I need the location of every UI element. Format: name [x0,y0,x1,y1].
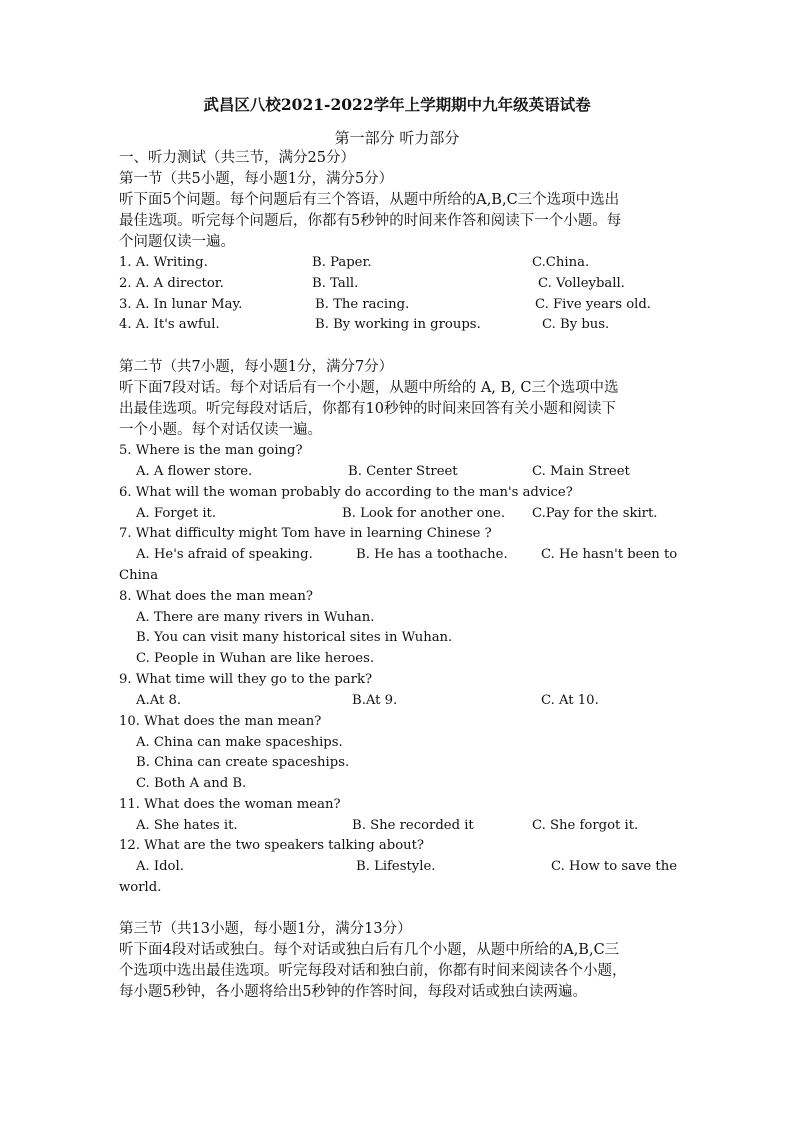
q2-option-b: B. Tall. [312,276,359,291]
q5-option-b: B. Center Street [348,464,458,479]
s2-header: 第二节（共7小题，每小题1分，满分7分） [119,359,394,375]
q1-option-b: B. Paper. [312,255,372,270]
q4-option-c: C. By bus. [542,317,610,332]
q3-option-b: B. The racing. [315,297,410,312]
q9-option-c: C. At 10. [541,693,599,708]
q3-option-c: C. Five years old. [535,297,651,312]
q8-option-b: B. You can visit many historical sites in Wuhan. [136,630,453,645]
q4-option-b: B. By working in groups. [315,317,481,332]
s3-instr-2: 个选项中选出最佳选项。听完每段对话和独白前，你都有时间来阅读各个小题， [119,963,627,979]
part-title: 第一部分 听力部分 [334,129,460,147]
q10-option-c: C. Both A and B. [136,776,247,791]
q11-option-b: B. She recorded it [352,818,474,833]
q10-option-a: A. China can make spaceships. [136,735,343,750]
q12-option-a: A. Idol. [136,859,184,874]
section-header: 一、听力测试（共三节，满分25分） [119,150,355,166]
q2-option-a: 2. A. A director. [119,276,224,291]
q6-option-b: B. Look for another one. [342,506,506,521]
q12-option-c-continued: world. [119,880,162,895]
q10-option-b: B. China can create spaceships. [136,755,350,770]
q11-option-a: A. She hates it. [136,818,238,833]
q6-stem: 6. What will the woman probably do according to the man's advice? [119,485,573,500]
q7-option-c-continued: China [119,568,159,583]
q3-option-a: 3. A. In lunar May. [119,297,243,312]
s1-instr-2: 最佳选项。听完每个问题后，你都有5秒钟的时间来作答和阅读下一个小题。每 [119,213,622,229]
s1-instr-1: 听下面5个问题。每个问题后有三个答语，从题中所给的A,B,C三个选项中选出 [119,192,620,208]
q12-stem: 12. What are the two speakers talking about? [119,838,424,853]
q5-stem: 5. Where is the man going? [119,443,303,458]
q5-option-c: C. Main Street [532,464,630,479]
q5-option-a: A. A flower store. [136,464,253,479]
q12-option-b: B. Lifestyle. [356,859,436,874]
q2-option-c: C. Volleyball. [538,276,625,291]
q4-option-a: 4. A. It's awful. [119,317,220,332]
q9-option-b: B.At 9. [352,693,398,708]
q1-option-a: 1. A. Writing. [119,255,208,270]
q7-option-c: C. He hasn't been to [541,547,678,562]
q6-option-c: C.Pay for the skirt. [532,506,658,521]
q11-stem: 11. What does the woman mean? [119,797,341,812]
exam-title: 武昌区八校2021-2022学年上学期期中九年级英语试卷 [203,95,591,114]
s3-instr-1: 听下面4段对话或独白。每个对话或独白后有几个小题，从题中所给的A,B,C三 [119,942,620,958]
q10-stem: 10. What does the man mean? [119,714,322,729]
q9-stem: 9. What time will they go to the park? [119,672,373,687]
s2-instr-2: 出最佳选项。听完每段对话后，你都有10秒钟的时间来回答有关小题和阅读下 [119,401,616,417]
q7-stem: 7. What difficulty might Tom have in learning Chinese ? [119,526,492,541]
q6-option-a: A. Forget it. [136,506,217,521]
q7-option-a: A. He's afraid of speaking. [136,547,313,562]
q7-option-b: B. He has a toothache. [356,547,508,562]
q8-option-a: A. There are many rivers in Wuhan. [136,610,375,625]
s3-header: 第三节（共13小题，每小题1分，满分13分） [119,921,412,937]
q1-option-c: C.China. [532,255,590,270]
s1-header: 第一节（共5小题，每小题1分，满分5分） [119,171,394,187]
s3-instr-3: 每小题5秒钟，各小题将给出5秒钟的作答时间，每段对话或独白读两遍。 [119,984,587,1000]
s2-instr-1: 听下面7段对话。每个对话后有一个小题，从题中所给的 A, B, C三个选项中选 [119,380,619,396]
s1-instr-3: 个问题仅读一遍。 [119,234,235,250]
q8-stem: 8. What does the man mean? [119,589,313,604]
q9-option-a: A.At 8. [136,693,182,708]
q11-option-c: C. She forgot it. [532,818,639,833]
s2-instr-3: 一个小题。每个对话仅读一遍。 [119,422,322,438]
q12-option-c: C. How to save the [551,859,678,874]
q8-option-c: C. People in Wuhan are like heroes. [136,651,375,666]
